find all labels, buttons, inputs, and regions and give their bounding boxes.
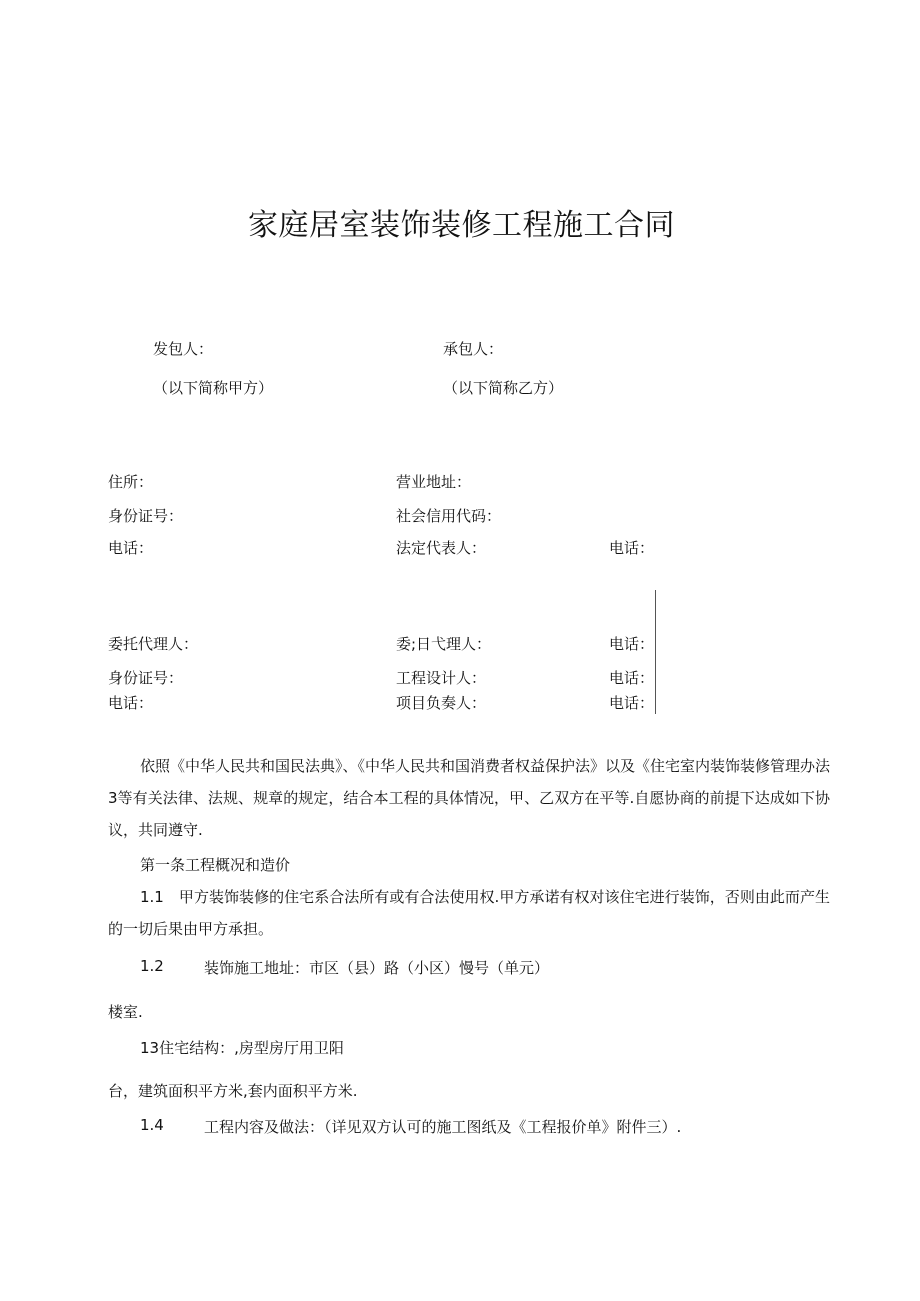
contractor-agent: 委;日弋理人： (396, 635, 492, 653)
designer: 工程设计人： (396, 669, 487, 687)
owner-address: 住所： (108, 473, 154, 491)
project-manager: 项目负奏人： (396, 694, 487, 712)
contractor-agent-phone: 电话： (609, 635, 655, 653)
credit-code: 社会信用代码： (396, 507, 502, 525)
owner-label: 发包人： (153, 340, 214, 358)
owner-note: （以下简称甲方） (153, 379, 274, 397)
item-1-2-text: 装饰施工地址：市区（县）路（小区）慢号（单元） (204, 959, 550, 977)
legal-rep: 法定代表人： (396, 539, 487, 557)
item-1-3-continuation: 台，建筑面积平方米,套内面积平方米. (108, 1082, 358, 1100)
item-1-4-text: 工程内容及做法：（详见双方认可的施工图纸及《工程报价单》附件三）. (204, 1118, 682, 1136)
table-border-line (655, 590, 656, 714)
item-1-1: 1.1 甲方装饰装修的住宅系合法所有或有合法使用权.甲方承诺有权对该住宅进行装饰，否则由此而产生的一切后果由甲方承担。 (108, 888, 830, 938)
item-1-2-continuation: 楼室. (108, 1003, 143, 1021)
business-address: 营业地址： (396, 473, 472, 491)
manager-phone: 电话： (609, 694, 655, 712)
item-1-2-number: 1.2 (140, 957, 164, 975)
owner-id-number: 身份证号： (108, 507, 184, 525)
owner-phone: 电话： (108, 539, 154, 557)
legal-rep-phone: 电话： (609, 539, 655, 557)
intro-paragraph: 依照《中华人民共和国民法典》、《中华人民共和国消费者权益保护法》以及《住宅室内装饰装修管理办法3等有关法律、法规、规章的规定，结合本工程的具体情况，甲、乙双方在平等.自愿协商的前提下达成如下协议，共同遵守. (108, 757, 831, 839)
owner-agent: 委托代理人： (108, 635, 199, 653)
owner-agent-id: 身份证号： (108, 669, 184, 687)
article-1-heading: 第一条工程概况和造价 (140, 856, 291, 874)
designer-phone: 电话： (609, 669, 655, 687)
page-title: 家庭居室装饰装修工程施工合同 (248, 208, 675, 243)
contractor-note: （以下简称乙方） (443, 379, 564, 397)
item-1-3: 13住宅结构：,房型房厅用卫阳 (140, 1039, 344, 1057)
contractor-label: 承包人： (443, 340, 504, 358)
owner-agent-phone: 电话： (108, 694, 154, 712)
item-1-4-number: 1.4 (140, 1116, 164, 1134)
